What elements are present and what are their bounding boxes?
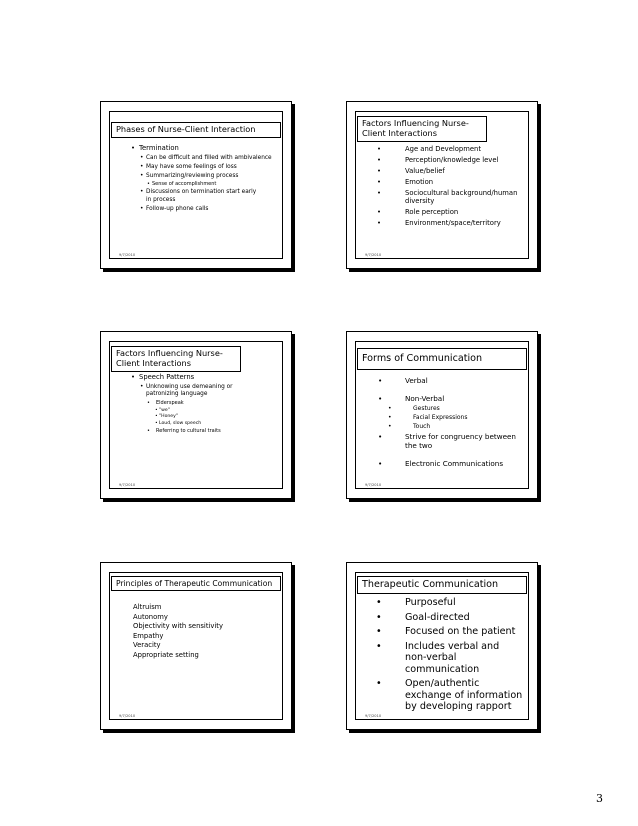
sub-bullet: • Facial Expressions	[347, 414, 537, 422]
bullet: • Sociocultural background/human diversity	[347, 189, 537, 206]
bullet: • Strive for congruency between the two	[347, 432, 537, 450]
slide-date: 9/7/2010	[119, 253, 136, 257]
sub-bullet: • May have some feelings of loss	[101, 164, 291, 171]
slide-title-text: Therapeutic Communication	[362, 579, 499, 590]
slide-content	[347, 145, 537, 230]
slide-date: 9/7/2010	[365, 253, 382, 257]
list-item: Objectivity with sensitivity	[133, 622, 223, 631]
bullet: • Electronic Communications	[347, 459, 537, 468]
slide-content	[101, 373, 291, 435]
slide-title-text: Forms of Communication	[362, 353, 483, 364]
bullet: • Value/belief	[347, 167, 537, 175]
sub-sub-sub-bullet: • "we"	[101, 408, 291, 414]
slide-content	[101, 144, 291, 215]
slide-content	[347, 597, 537, 716]
sub-bullet: • Summarizing/reviewing process	[101, 173, 291, 180]
bullet: • Environment/space/territory	[347, 219, 537, 227]
list-item: Veracity	[133, 641, 161, 650]
slide-date: 9/7/2010	[365, 483, 382, 487]
page-number: 3	[596, 792, 603, 805]
bullet: • Focused on the patient	[347, 626, 537, 638]
slide-title	[357, 576, 527, 594]
sub-bullet: • Follow-up phone calls	[101, 206, 291, 213]
slide-forms	[346, 331, 538, 499]
slide-title-text: Factors Influencing Nurse-Client Interactions	[116, 348, 223, 368]
slide-phases	[100, 101, 292, 269]
list-item: Autonomy	[133, 612, 168, 621]
slide-title-text: Principles of Therapeutic Communication	[116, 579, 273, 588]
sub-sub-sub-bullet: • "Honey"	[101, 414, 291, 420]
slide-principles	[100, 562, 292, 730]
slide-factors	[346, 101, 538, 269]
sub-bullet: • Discussions on termination start early in process	[101, 189, 291, 203]
slide-date: 9/7/2010	[119, 714, 136, 718]
slide-title	[357, 116, 487, 142]
slide-title	[111, 576, 281, 591]
bullet: • Age and Development	[347, 145, 537, 153]
bullet: • Goal-directed	[347, 612, 537, 624]
list-item: Altruism	[133, 603, 162, 611]
slide-title	[111, 122, 281, 138]
sub-bullet: • Gestures	[347, 405, 537, 413]
list-item: Empathy	[133, 631, 164, 640]
sub-sub-bullet: • Referring to cultural traits	[101, 428, 291, 434]
sub-sub-bullet: • Elderspeak	[101, 400, 291, 406]
bullet: • Verbal	[347, 376, 537, 385]
slide-title	[357, 348, 527, 370]
bullet: • Non-Verbal	[347, 394, 537, 403]
slide-speech-patterns	[100, 331, 292, 499]
slide-title	[111, 346, 241, 372]
bullet: • Perception/knowledge level	[347, 156, 537, 164]
slide-title-text: Factors Influencing Nurse-Client Interactions	[362, 118, 469, 138]
sub-bullet: • Touch	[347, 423, 537, 431]
slide-date: 9/7/2010	[365, 714, 382, 718]
slide-content	[347, 376, 537, 473]
slide-date: 9/7/2010	[119, 483, 136, 487]
sub-sub-bullet: • Sense of accomplishment	[101, 181, 291, 187]
slide-content	[101, 603, 291, 660]
slide-title-text: Phases of Nurse-Client Interaction	[116, 124, 256, 134]
bullet: • Emotion	[347, 178, 537, 186]
bullet: • Includes verbal and non-verbal communication	[347, 641, 537, 676]
bullet: • Termination	[101, 144, 291, 152]
bullet: • Purposeful	[347, 597, 537, 609]
bullet: • Role perception	[347, 208, 537, 216]
sub-bullet: • Unknowing use demeaning or patronizing language	[101, 384, 291, 398]
list-item: Appropriate setting	[133, 650, 199, 659]
sub-bullet: • Can be difficult and filled with ambivalence	[101, 155, 291, 162]
slide-therapeutic	[346, 562, 538, 730]
sub-sub-sub-bullet: • Loud, slow speech	[101, 421, 291, 427]
bullet: • Speech Patterns	[101, 373, 291, 381]
bullet: • Open/authentic exchange of information by developing rapport	[347, 678, 537, 713]
